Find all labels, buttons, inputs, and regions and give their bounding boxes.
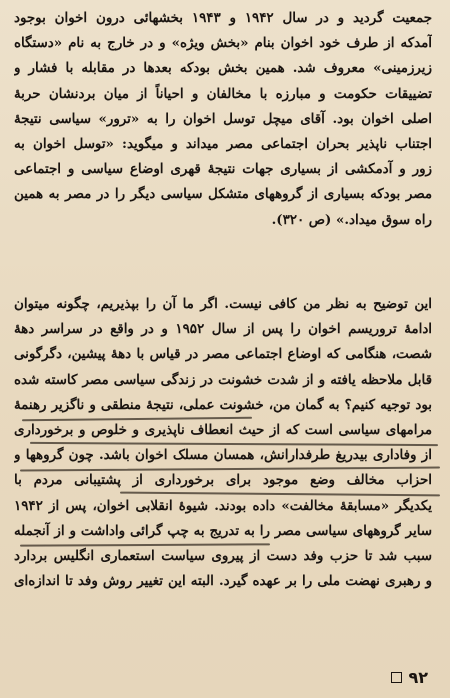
text-line: مصر بودکه بسیاری از گروههای متشکل سیاسی دیگر را در مصر به همین <box>14 186 432 203</box>
text-line: اصلی اخوان بود. آقای میچل توسل اخوان را به «ترور» سیاسی نتیجهٔ <box>14 110 432 127</box>
text-line: اجتناب ناپذیر بحران اجتماعی مصر میداند و میگوید: «توسل اخوان به <box>14 136 432 153</box>
text-line: از وفاداری بیدریغ طرفدارانش، همسان مسلک اخوان باشد. چون گروهها و <box>14 447 432 464</box>
text-line: مرامهای سیاسی است که از حیث انعطاف ناپذیری و خلوص و برخورداری <box>14 422 432 439</box>
text-line: تضییقات حکومت و مبارزه با مخالفان و احیاناً از میان بردنشان حربهٔ <box>14 85 432 102</box>
paragraph-1 <box>14 6 432 233</box>
text-line: این توضیح به نظر من کافی نیست. اگر ما آن را بپذیریم، چگونه میتوان <box>14 296 432 312</box>
text-line: بود توجیه کنیم؟ به گمان من، خشونت عملی، نتیجهٔ منطقی و ناگزیر رهنمهٔ <box>14 396 432 413</box>
text-line: احزاب مخالف وضع موجود برای برخورداری از پشتیبانی مردم با <box>14 472 432 489</box>
text-line: زور و آدمکشی از بسیاری جهات نتیجهٔ قهری اوضاع سیاسی و اجتماعی <box>14 161 432 178</box>
text-line: آمدکه از طرف خود اخوان بنام «بخش ویژه» و در خارج به نام «دستگاه <box>14 35 432 52</box>
page-footer <box>348 664 428 690</box>
text-line: راه سوق میداد.» (ص ۳۲۰). <box>271 211 432 228</box>
text-line: یکدیگر «مسابقهٔ مخالفت» داده بودند. شیوهٔ انقلابی اخوان، پس از ۱۹۴۲ <box>14 497 432 514</box>
square-icon <box>391 672 402 683</box>
text-line: ادامهٔ تروریسم اخوان را پس از سال ۱۹۵۲ و در واقع در سراسر دههٔ <box>14 321 432 338</box>
text-line: قابل ملاحظه یافته و از شدت خشونت در زندگی سیاسی مصر کاسته شده <box>14 371 432 388</box>
page-number: ۹۲ <box>408 667 428 687</box>
text-line: شصت، هنگامی که اوضاع اجتماعی مصر در قیاس با دههٔ پیشین، دگرگونی <box>14 346 432 363</box>
text-line: سبب شد تا حزب وفد دست از پیروی سیاست استعماری انگلیس بردارد <box>14 548 432 565</box>
text-line: سایر گروههای سیاسی مصر را به تدریج به چپ گرائی واداشت و از آنجمله <box>14 522 432 539</box>
text-line: جمعیت گردید و در سال ۱۹۴۲ و ۱۹۴۳ بخشهائی درون اخوان بوجود <box>14 10 432 26</box>
text-line: و رهبری نهضت ملی را بر عهده گیرد. البته این تغییر روش وفد تا اندازه‌ای <box>14 573 432 590</box>
text-line: زیرزمینی» معروف شد. همین بخش بودکه بعدها در مقابله با فشار و <box>14 60 432 77</box>
